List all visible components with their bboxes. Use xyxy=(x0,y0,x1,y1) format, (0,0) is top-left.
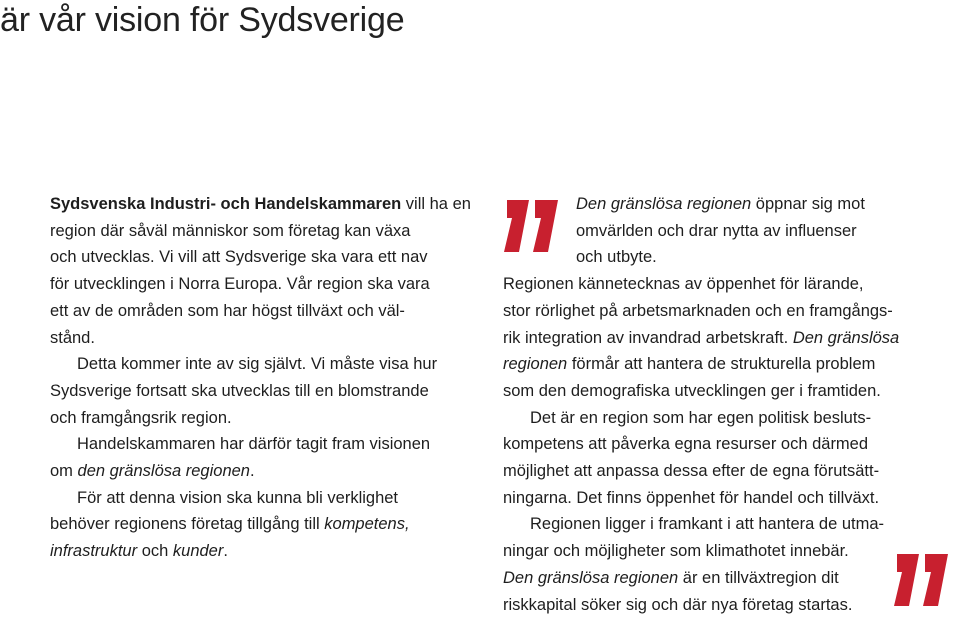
quote-line xyxy=(503,191,923,218)
paragraph-line: Regionen ligger i framkant i att hantera de utma- xyxy=(530,515,885,534)
paragraph-line: som den demografiska utvecklingen ger i framtiden. xyxy=(503,381,881,400)
text-fragment: öppnar sig mot xyxy=(751,195,865,213)
paragraph-line xyxy=(50,511,450,538)
paragraph-line: stor rörlighet på arbetsmarknaden och en framgångs- xyxy=(503,301,893,320)
text-fragment: . xyxy=(249,462,255,481)
emphasis-text: Den gränslösa regionen xyxy=(576,195,752,213)
text-fragment: är en tillväxtregion dit xyxy=(678,568,839,587)
quote-line: och utbyte. xyxy=(576,248,657,267)
paragraph-line: Regionen kännetecknas av öppenhet för lärande, xyxy=(503,275,864,294)
paragraph-line xyxy=(50,458,450,485)
text-fragment: rik integration av invandrad arbetskraft. xyxy=(503,328,793,347)
left-text-column xyxy=(50,191,471,565)
paragraph-line: ningar och möjligheter som klimathotet innebär. xyxy=(503,542,849,561)
text-fragment: om xyxy=(50,462,78,481)
paragraph-line: och utvecklas. Vi vill att Sydsverige ska vara ett nav xyxy=(50,248,428,267)
organization-name: Sydsvenska Industri- och Handelskammaren xyxy=(50,195,402,213)
paragraph-line: region där såväl människor som företag kan växa xyxy=(50,221,411,240)
right-text-column xyxy=(503,191,923,618)
paragraph-line: Detta kommer inte av sig självt. Vi måste visa hur xyxy=(77,355,438,374)
paragraph-line: och framgångsrik region. xyxy=(50,408,232,427)
paragraph-line xyxy=(503,325,923,352)
text-fragment: . xyxy=(223,542,228,561)
emphasis-text: Den gränslösa xyxy=(792,328,900,347)
paragraph-line: stånd. xyxy=(50,328,95,347)
text-fragment: och xyxy=(137,542,173,561)
paragraph-line: för utvecklingen i Norra Europa. Vår region ska vara xyxy=(50,275,430,294)
paragraph-line: ningarna. Det finns öppenhet för handel och tillväxt. xyxy=(503,488,880,507)
emphasis-text: den gränslösa regionen xyxy=(77,462,250,481)
paragraph-line: Sydsverige fortsatt ska utvecklas till en blomstrande xyxy=(50,381,429,400)
emphasis-text: kunder xyxy=(172,542,224,561)
paragraph-line: Det är en region som har egen politisk besluts- xyxy=(530,408,872,427)
paragraph-line xyxy=(50,191,471,218)
paragraph-line: Handelskammaren har därför tagit fram visionen xyxy=(77,435,431,454)
emphasis-text: regionen xyxy=(503,355,568,374)
paragraph-line: För att denna vision ska kunna bli verklighet xyxy=(77,488,399,507)
text-fragment: vill ha en xyxy=(401,195,471,213)
emphasis-text: kompetens, xyxy=(324,515,410,534)
text-fragment: behöver regionens företag tillgång till xyxy=(50,515,325,534)
paragraph-line: möjlighet att anpassa dessa efter de egna förutsätt- xyxy=(503,462,880,481)
paragraph-line: kompetens att påverka egna resurser och därmed xyxy=(503,435,869,454)
paragraph-line: riskkapital söker sig och där nya företag startas. xyxy=(503,595,853,614)
text-fragment: förmår att hantera de strukturella problem xyxy=(567,355,876,374)
quote-line: omvärlden och drar nytta av influenser xyxy=(576,221,857,240)
paragraph-line xyxy=(503,351,923,378)
page-title: är vår vision för Sydsverige xyxy=(0,1,405,39)
paragraph-line: ett av de områden som har högst tillväxt och väl- xyxy=(50,301,405,320)
paragraph-line xyxy=(503,565,923,592)
emphasis-text: infrastruktur xyxy=(50,542,138,561)
closing-quote-mark-icon xyxy=(893,550,951,610)
emphasis-text: Den gränslösa regionen xyxy=(503,568,679,587)
paragraph-line xyxy=(50,538,450,565)
